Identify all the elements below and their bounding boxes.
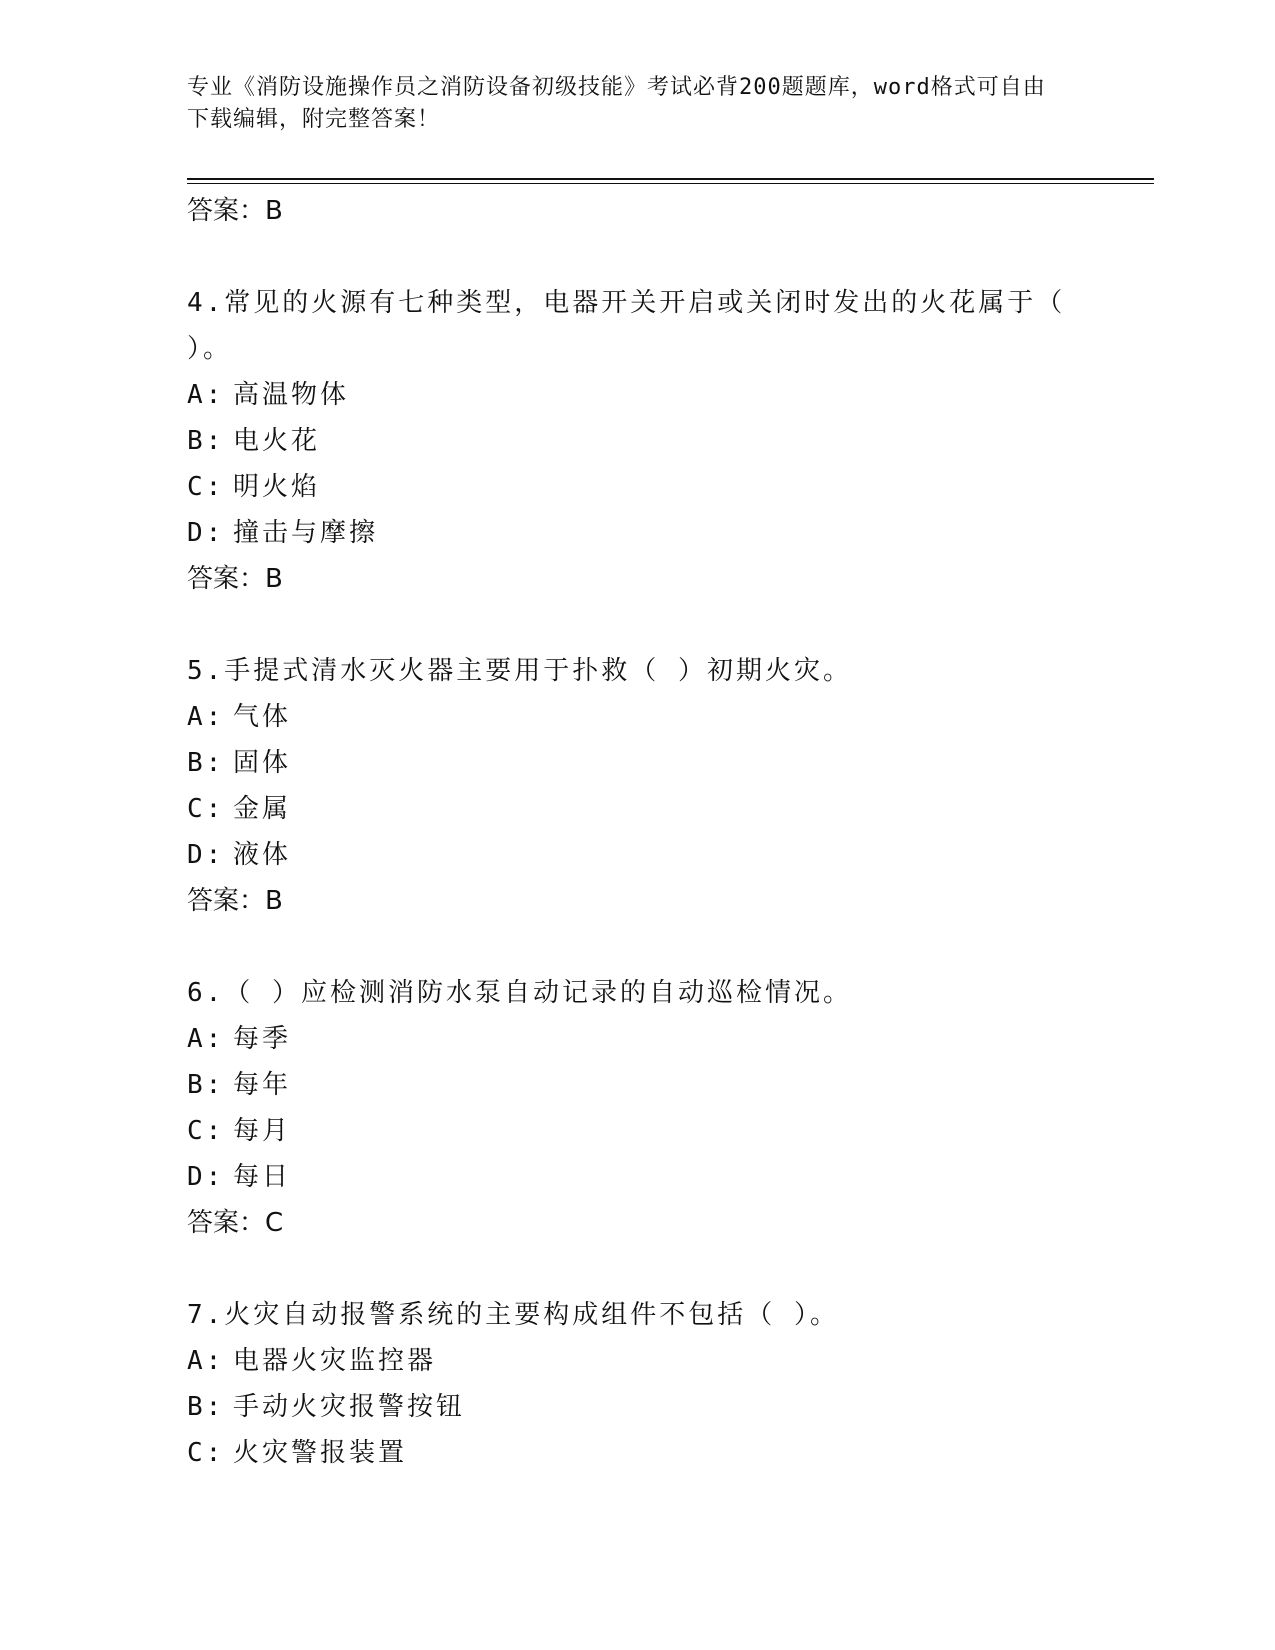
- option-text: 每年: [233, 1070, 292, 1100]
- option-text: 火灾警报装置: [233, 1438, 408, 1468]
- option-text: 每日: [233, 1162, 292, 1192]
- option-c: [187, 1430, 1087, 1476]
- option-text: 电器火灾监控器: [233, 1346, 437, 1376]
- option-text: 撞击与摩擦: [233, 518, 379, 548]
- option-b: [187, 418, 1087, 464]
- answer: 答案：C: [187, 1208, 284, 1238]
- option-letter: C:: [187, 472, 225, 502]
- header-rule-thin: [187, 183, 1154, 184]
- option-letter: A:: [187, 1024, 225, 1054]
- option-text: 高温物体: [233, 380, 350, 410]
- option-a: [187, 372, 1087, 418]
- option-d: [187, 1154, 1087, 1200]
- option-b: [187, 1384, 1087, 1430]
- option-a: [187, 694, 1087, 740]
- option-b: [187, 1062, 1087, 1108]
- question-7: [187, 1292, 1087, 1476]
- option-text: 金属: [233, 794, 292, 824]
- question-6: [187, 970, 1087, 1246]
- previous-answer: 答案：B: [187, 196, 283, 226]
- option-letter: D:: [187, 840, 225, 870]
- header-rule-thick: [187, 178, 1154, 180]
- document-header: [187, 72, 1067, 136]
- option-d: [187, 510, 1087, 556]
- option-a: [187, 1338, 1087, 1384]
- answer: 答案：B: [187, 564, 283, 594]
- option-a: [187, 1016, 1087, 1062]
- option-letter: C:: [187, 1116, 225, 1146]
- option-letter: D:: [187, 1162, 225, 1192]
- option-text: 每季: [233, 1024, 292, 1054]
- option-d: [187, 832, 1087, 878]
- option-text: 固体: [233, 748, 292, 778]
- option-letter: B:: [187, 426, 225, 456]
- question-stem: 7.火灾自动报警系统的主要构成组件不包括（ ）。: [187, 1300, 839, 1330]
- question-5: [187, 648, 1087, 924]
- option-letter: C:: [187, 794, 225, 824]
- option-text: 每月: [233, 1116, 292, 1146]
- spacer: [187, 602, 1087, 648]
- option-letter: A:: [187, 702, 225, 732]
- option-c: [187, 786, 1087, 832]
- option-text: 电火花: [233, 426, 321, 456]
- question-stem: 6.（ ）应检测消防水泵自动记录的自动巡检情况。: [187, 978, 852, 1008]
- option-c: [187, 1108, 1087, 1154]
- option-letter: A:: [187, 1346, 225, 1376]
- option-letter: D:: [187, 518, 225, 548]
- option-letter: B:: [187, 1392, 225, 1422]
- option-text: 明火焰: [233, 472, 321, 502]
- option-text: 液体: [233, 840, 292, 870]
- option-text: 气体: [233, 702, 292, 732]
- option-letter: B:: [187, 1070, 225, 1100]
- option-b: [187, 740, 1087, 786]
- spacer: [187, 234, 1087, 280]
- option-c: [187, 464, 1087, 510]
- option-letter: C:: [187, 1438, 225, 1468]
- option-letter: A:: [187, 380, 225, 410]
- option-letter: B:: [187, 748, 225, 778]
- spacer: [187, 924, 1087, 970]
- header-text: 专业《消防设施操作员之消防设备初级技能》考试必背200题题库，word格式可自由下载编辑，附完整答案！: [187, 75, 1046, 132]
- option-text: 手动火灾报警按钮: [233, 1392, 466, 1422]
- question-stem: 5.手提式清水灭火器主要用于扑救（ ）初期火灾。: [187, 656, 852, 686]
- question-4: [187, 280, 1087, 602]
- question-list: [187, 188, 1087, 1476]
- question-stem: 4.常见的火源有七种类型，电器开关开启或关闭时发出的火花属于（ ）。: [187, 288, 1066, 364]
- spacer: [187, 1246, 1087, 1292]
- answer: 答案：B: [187, 886, 283, 916]
